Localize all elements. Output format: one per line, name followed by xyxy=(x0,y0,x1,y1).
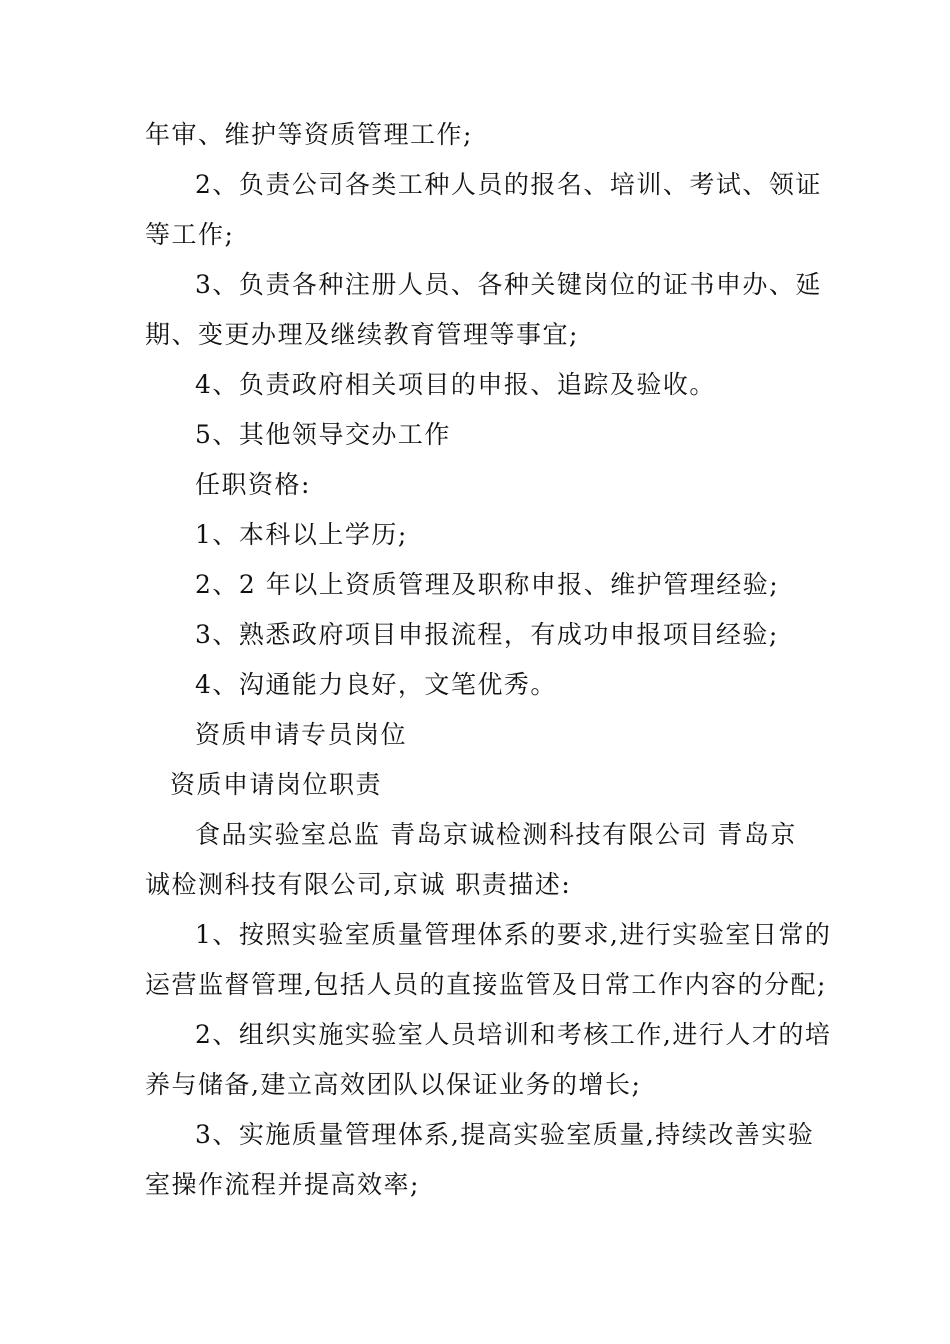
text-line: 等工作; xyxy=(145,220,235,249)
section-heading: 任职资格: xyxy=(195,470,311,499)
text-line: 5、其他领导交办工作 xyxy=(195,420,451,449)
text-line: 4、负责政府相关项目的申报、追踪及验收。 xyxy=(195,370,716,399)
text-line: 2、2 年以上资质管理及职称申报、维护管理经验; xyxy=(195,570,780,599)
text-line: 2、组织实施实验室人员培训和考核工作,进行人才的培 xyxy=(195,1020,832,1049)
text-line: 期、变更办理及继续教育管理等事宜; xyxy=(145,320,579,349)
text-line: 1、按照实验室质量管理体系的要求,进行实验室日常的 xyxy=(195,920,832,949)
text-line: 1、本科以上学历; xyxy=(195,520,408,549)
text-line: 2、负责公司各类工种人员的报名、培训、考试、领证 xyxy=(195,170,822,199)
text-line: 养与储备,建立高效团队以保证业务的增长; xyxy=(145,1070,642,1099)
text-line: 诚检测科技有限公司,京诚 职责描述: xyxy=(145,870,572,899)
section-heading: 资质申请岗位职责 xyxy=(170,770,383,799)
section-heading: 资质申请专员岗位 xyxy=(195,720,408,749)
text-line: 3、熟悉政府项目申报流程，有成功申报项目经验; xyxy=(195,620,779,649)
text-line: 4、沟通能力良好，文笔优秀。 xyxy=(195,670,557,699)
text-line: 室操作流程并提高效率; xyxy=(145,1170,420,1199)
text-line: 运营监督管理,包括人员的直接监管及日常工作内容的分配; xyxy=(145,970,827,999)
document-body xyxy=(145,110,832,1210)
text-line: 3、实施质量管理体系,提高实验室质量,持续改善实验 xyxy=(195,1120,815,1149)
text-line: 食品实验室总监 青岛京诚检测科技有限公司 青岛京 xyxy=(195,820,797,849)
text-line: 年审、维护等资质管理工作; xyxy=(145,120,473,149)
text-line: 3、负责各种注册人员、各种关键岗位的证书申办、延 xyxy=(195,270,822,299)
